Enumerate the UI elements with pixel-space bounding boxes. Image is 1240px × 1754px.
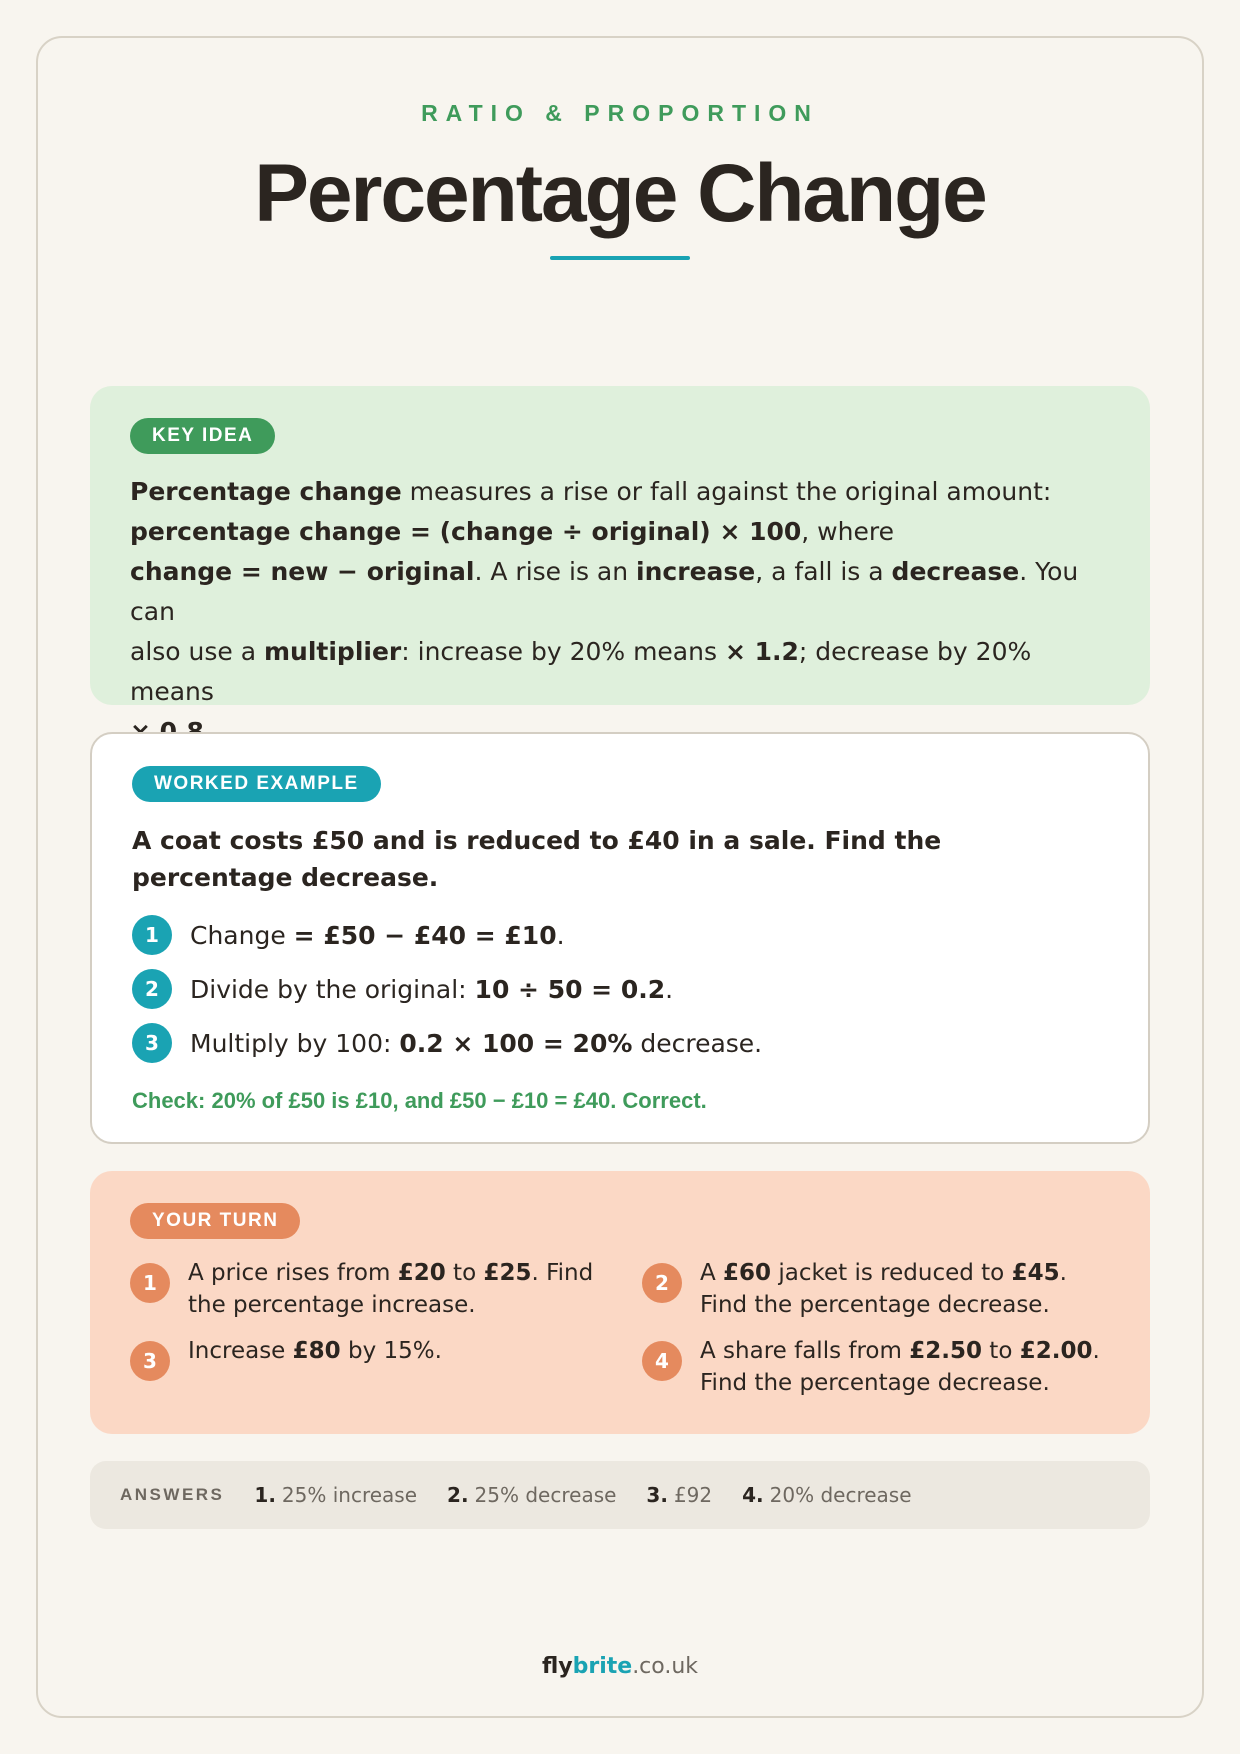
q-value: £2.50: [909, 1338, 982, 1364]
worked-example-badge: WORKED EXAMPLE: [132, 766, 381, 802]
answer-number: 4.: [742, 1483, 764, 1507]
answer-4: [742, 1483, 911, 1507]
step-math: = £50 − £40 = £10: [293, 920, 557, 950]
answers-bar: [90, 1461, 1150, 1529]
question-number: 3: [130, 1341, 170, 1381]
q-text: . Find the percentage decrease.: [700, 1260, 1067, 1318]
question-4: [642, 1335, 1110, 1399]
key-idea-text: [130, 472, 1110, 752]
q-value: £80: [292, 1338, 341, 1364]
question-1: [130, 1257, 642, 1321]
step-3: [132, 1016, 1108, 1070]
check-line: Check: 20% of £50 is £10, and £50 − £10 = £40. Correct.: [132, 1088, 707, 1113]
key-text-2: , where: [801, 517, 894, 546]
q-value: £45: [1011, 1260, 1060, 1286]
q-text: to: [445, 1260, 484, 1286]
question-3: [130, 1335, 642, 1399]
key-text-3: . A rise is an: [474, 557, 637, 586]
step-math: 10 ÷ 50 = 0.2: [474, 974, 666, 1004]
step-tail: .: [665, 974, 674, 1004]
step-number: 3: [132, 1023, 172, 1063]
key-idea-badge: KEY IDEA: [130, 418, 275, 454]
answer-text: 20% decrease: [769, 1483, 912, 1507]
worked-steps: [132, 908, 1108, 1070]
answer-1: [254, 1483, 417, 1507]
your-turn-badge: YOUR TURN: [130, 1203, 300, 1239]
answer-3: [646, 1483, 712, 1507]
worked-example-card: [90, 732, 1150, 1144]
key-text-7: : increase by 20% means: [401, 637, 725, 666]
step-text: Divide by the original:: [190, 974, 475, 1004]
worked-problem: A coat costs £50 and is reduced to £40 in a sale. Find the percentage decrease.: [132, 826, 942, 892]
multiplier-increase: × 1.2: [724, 637, 799, 666]
section-kicker: RATIO & PROPORTION: [421, 100, 819, 126]
step-text: Multiply by 100:: [190, 1028, 400, 1058]
page-title: Percentage Change: [254, 148, 986, 239]
answer-number: 3.: [646, 1483, 668, 1507]
answer-2: [447, 1483, 616, 1507]
step-number: 2: [132, 969, 172, 1009]
step-1: [132, 908, 1108, 962]
step-math: 0.2 × 100 = 20%: [399, 1028, 633, 1058]
brand-brite: brite: [572, 1654, 633, 1679]
q-text: A: [700, 1260, 724, 1286]
key-text-6: also use a: [130, 637, 264, 666]
question-grid: [130, 1257, 1110, 1399]
your-turn-card: [90, 1171, 1150, 1434]
answer-text: £92: [673, 1483, 713, 1507]
step-tail: .: [556, 920, 565, 950]
q-text: to: [981, 1338, 1020, 1364]
answer-number: 2.: [447, 1483, 469, 1507]
step-2: [132, 962, 1108, 1016]
formula: percentage change = (change ÷ original) × 100: [130, 517, 802, 546]
multiplier-term: multiplier: [264, 637, 402, 666]
step-number: 1: [132, 915, 172, 955]
step-text: Change: [190, 920, 294, 950]
answer-number: 1.: [254, 1483, 276, 1507]
question-number: 2: [642, 1263, 682, 1303]
question-number: 4: [642, 1341, 682, 1381]
q-text: . Find the percentage increase.: [188, 1260, 594, 1318]
answer-text: 25% increase: [281, 1483, 418, 1507]
key-text-4: , a fall is a: [755, 557, 892, 586]
key-text-5: . You can: [130, 557, 1079, 626]
footer-brand[interactable]: [0, 1654, 1240, 1679]
key-text-8: ; decrease by 20% means: [130, 637, 1032, 706]
q-text: A share falls from: [700, 1338, 910, 1364]
q-text: A price rises from: [188, 1260, 398, 1286]
answers-label: ANSWERS: [120, 1485, 225, 1504]
q-text: by 15%.: [340, 1338, 442, 1364]
key-idea-card: [90, 386, 1150, 705]
brand-fly: fly: [541, 1654, 573, 1679]
question-number: 1: [130, 1263, 170, 1303]
q-value: £25: [483, 1260, 532, 1286]
key-text-1: measures a rise or fall against the original amount:: [401, 477, 1052, 506]
brand-tld: .co.uk: [632, 1654, 699, 1679]
title-underline: [550, 256, 690, 260]
q-value: £60: [723, 1260, 772, 1286]
q-value: £20: [397, 1260, 446, 1286]
decrease-term: decrease: [891, 557, 1020, 586]
q-text: . Find the percentage decrease.: [700, 1338, 1100, 1396]
change-formula: change = new − original: [130, 557, 475, 586]
key-term: Percentage change: [130, 477, 402, 506]
step-tail: decrease.: [632, 1028, 763, 1058]
increase-term: increase: [636, 557, 756, 586]
question-2: [642, 1257, 1110, 1321]
q-value: £2.00: [1019, 1338, 1093, 1364]
q-text: Increase: [188, 1338, 293, 1364]
q-text: jacket is reduced to: [771, 1260, 1012, 1286]
answer-text: 25% decrease: [474, 1483, 617, 1507]
